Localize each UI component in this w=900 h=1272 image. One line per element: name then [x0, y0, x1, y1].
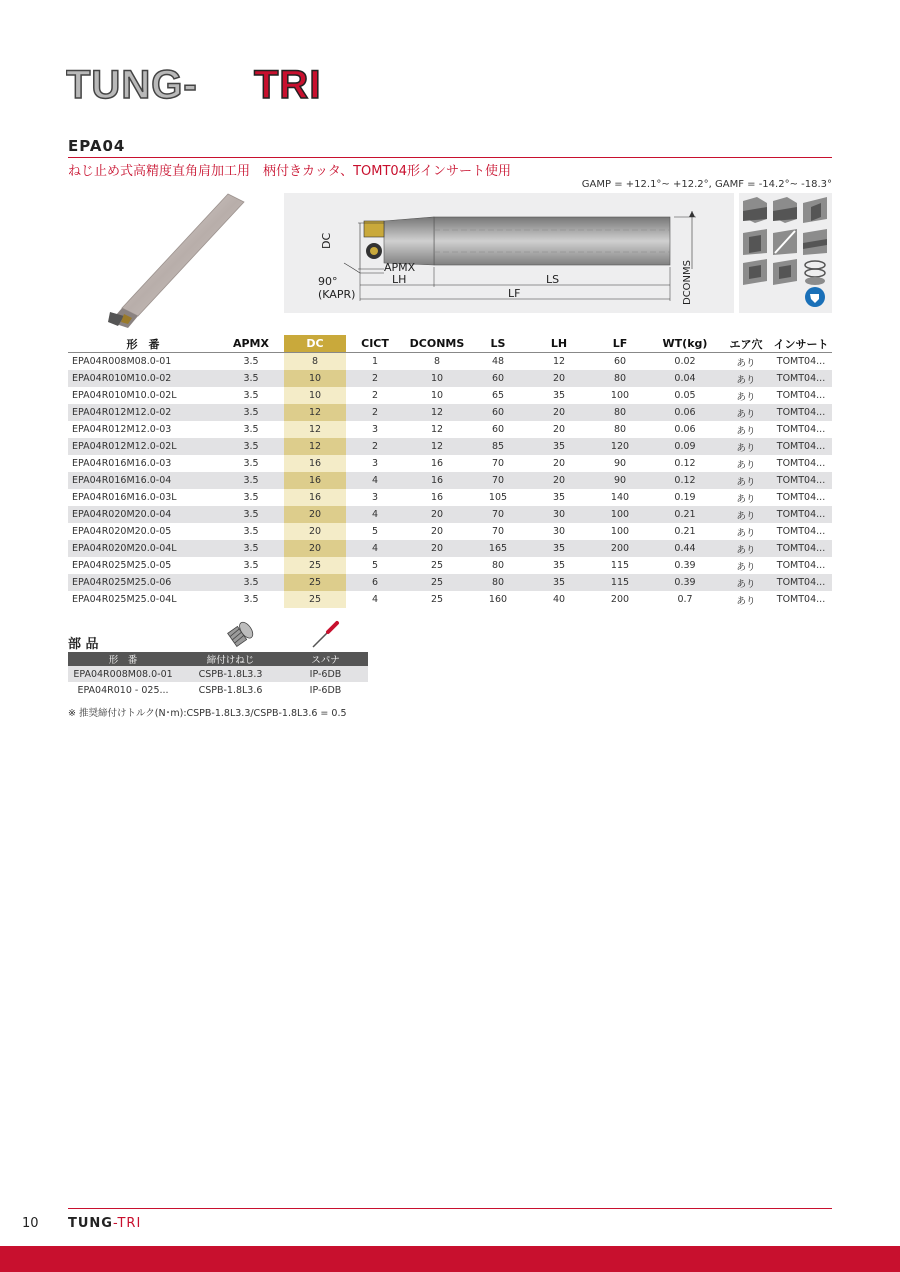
table-row [68, 421, 832, 438]
table-cell: 165 [470, 540, 526, 557]
table-cell: 85 [470, 438, 526, 455]
table-cell: 35 [526, 574, 592, 591]
table-cell: 200 [610, 594, 630, 605]
table-cell: 60 [491, 424, 505, 435]
table-cell: 100 [610, 390, 630, 401]
table-cell: 0.06 [648, 404, 722, 421]
header-insert: インサート [773, 337, 829, 351]
parts-cell: EPA04R008M08.0-01 [68, 666, 178, 682]
table-cell: 20 [284, 540, 346, 557]
table-cell: 25 [284, 574, 346, 591]
table-row [68, 591, 832, 608]
radius-slotting-icon [743, 229, 767, 255]
table-cell: 70 [491, 458, 505, 469]
footer-divider [68, 1208, 832, 1209]
logo-text-left: TUNG- [66, 63, 198, 106]
table-row [68, 353, 832, 371]
parts-header-row [68, 652, 368, 666]
screw-icon [225, 620, 257, 650]
table-cell: 8 [433, 356, 441, 367]
label-kapr: (KAPR) [318, 288, 356, 301]
product-table [68, 335, 832, 608]
table-cell: 25 [284, 591, 346, 608]
part-number-cell: EPA04R012M12.0-02L [68, 438, 218, 455]
table-cell: TOMT04... [770, 404, 832, 421]
table-cell: 16 [430, 458, 444, 469]
label-lf: LF [508, 287, 521, 300]
table-cell: 16 [284, 455, 346, 472]
table-cell: 0.21 [648, 506, 722, 523]
table-cell: 3.5 [243, 560, 259, 571]
part-number-cell: EPA04R016M16.0-04 [68, 472, 218, 489]
table-cell: 6 [346, 574, 404, 591]
table-cell: 3.5 [243, 458, 259, 469]
header-weight: WT(kg) [662, 337, 708, 350]
parts-row [68, 666, 368, 682]
section-code: EPA04 [68, 137, 126, 155]
table-cell: 1 [371, 356, 379, 367]
table-cell: 30 [552, 526, 566, 537]
table-cell: 0.12 [674, 458, 696, 469]
table-cell: 3.5 [218, 472, 284, 489]
table-cell: 25 [404, 574, 470, 591]
table-cell: TOMT04... [776, 492, 826, 503]
label-ls: LS [546, 273, 560, 286]
table-cell: あり [722, 574, 770, 591]
label-dc: DC [320, 232, 333, 249]
table-cell: 100 [592, 506, 648, 523]
table-cell: 3 [371, 424, 379, 435]
table-cell: TOMT04... [776, 594, 826, 605]
table-cell: 105 [488, 492, 508, 503]
table-cell: あり [722, 404, 770, 421]
table-cell: 25 [430, 560, 444, 571]
table-cell: 35 [552, 492, 566, 503]
table-cell: あり [722, 472, 770, 489]
table-row [68, 455, 832, 472]
wrench-icon [310, 620, 340, 650]
table-cell: 80 [470, 574, 526, 591]
table-cell: 12 [404, 404, 470, 421]
parts-cell: CSPB-1.8L3.3 [178, 666, 283, 682]
table-cell: 60 [470, 370, 526, 387]
table-row [68, 557, 832, 574]
table-cell: 20 [284, 506, 346, 523]
table-cell: 2 [346, 438, 404, 455]
shoulder-milling-icon [743, 197, 767, 223]
parts-header-screw: 締付けねじ [178, 652, 283, 666]
table-cell: 16 [284, 489, 346, 506]
footer-brand-b: -TRI [112, 1216, 142, 1231]
table-cell: TOMT04... [776, 356, 826, 367]
table-row [68, 438, 832, 455]
table-cell: 2 [346, 404, 404, 421]
application-icons [739, 193, 832, 313]
table-cell: 12 [404, 438, 470, 455]
table-cell: 160 [488, 594, 508, 605]
table-cell: 80 [592, 404, 648, 421]
parts-header-wrench: スパナ [283, 652, 368, 666]
parts-cell: EPA04R010 - 025... [77, 684, 169, 696]
table-cell: 140 [610, 492, 630, 503]
table-cell: 80 [613, 424, 627, 435]
table-body [68, 353, 832, 609]
table-cell: あり [736, 527, 756, 539]
table-cell: 70 [470, 472, 526, 489]
table-row [68, 506, 832, 523]
table-cell: 48 [491, 356, 505, 367]
table-row [68, 523, 832, 540]
table-cell: 12 [284, 404, 346, 421]
table-cell: 12 [552, 356, 566, 367]
table-cell: TOMT04... [776, 458, 826, 469]
table-row [68, 472, 832, 489]
table-cell: 0.39 [674, 560, 696, 571]
part-number-cell: EPA04R020M20.0-05 [72, 526, 172, 537]
table-cell: 16 [430, 492, 444, 503]
table-cell: 35 [526, 540, 592, 557]
table-cell: TOMT04... [776, 560, 826, 571]
part-number-cell: EPA04R010M10.0-02 [68, 370, 218, 387]
table-cell: TOMT04... [776, 390, 826, 401]
rake-angles: GAMP = +12.1°~ +12.2°, GAMF = -14.2°~ -18.3° [581, 179, 832, 190]
table-cell: 60 [470, 404, 526, 421]
table-cell: 20 [404, 540, 470, 557]
table-cell: 30 [526, 506, 592, 523]
part-number-cell: EPA04R008M08.0-01 [72, 356, 172, 367]
table-cell: あり [722, 438, 770, 455]
page-number: 10 [22, 1216, 39, 1231]
table-cell: 10 [284, 370, 346, 387]
part-number-cell: EPA04R016M16.0-03L [72, 492, 177, 503]
tool-dimension-diagram [284, 193, 734, 313]
table-cell: 100 [610, 526, 630, 537]
table-cell: 16 [284, 472, 346, 489]
table-cell: TOMT04... [770, 370, 832, 387]
table-row [68, 489, 832, 506]
pocketing-icon [743, 259, 767, 285]
table-cell: あり [736, 493, 756, 505]
table-cell: あり [736, 459, 756, 471]
table-cell: 0.19 [674, 492, 696, 503]
table-cell: 0.12 [648, 472, 722, 489]
table-cell: 2 [371, 390, 379, 401]
table-cell: 0.05 [674, 390, 696, 401]
table-cell: あり [722, 370, 770, 387]
table-row [68, 574, 832, 591]
label-angle: 90° [318, 275, 338, 288]
table-row [68, 370, 832, 387]
footer-brand-a: TUNG [68, 1216, 113, 1231]
ramping-icon [773, 229, 797, 255]
table-cell: 60 [613, 356, 627, 367]
table-cell: 3 [371, 458, 379, 469]
part-number-cell: EPA04R012M12.0-02 [68, 404, 218, 421]
table-cell: 8 [284, 353, 346, 371]
table-cell: 25 [430, 594, 444, 605]
label-lh: LH [392, 273, 407, 286]
table-cell: 40 [552, 594, 566, 605]
table-cell: 0.09 [648, 438, 722, 455]
table-cell: 20 [526, 472, 592, 489]
table-cell: 80 [592, 370, 648, 387]
table-cell: 3.5 [218, 438, 284, 455]
part-number-cell: EPA04R025M25.0-05 [72, 560, 172, 571]
table-cell: 3.5 [243, 390, 259, 401]
logo-text-right: TRI [254, 63, 322, 106]
table-cell: 5 [371, 526, 379, 537]
table-cell: 0.39 [648, 574, 722, 591]
table-cell: TOMT04... [770, 540, 832, 557]
coolant-icon [805, 287, 825, 307]
table-cell: 20 [430, 526, 444, 537]
table-cell: 12 [284, 421, 346, 438]
table-cell: TOMT04... [770, 438, 832, 455]
table-cell: TOMT04... [770, 506, 832, 523]
slotting-icon [803, 197, 827, 223]
table-cell: 35 [526, 438, 592, 455]
table-cell: 65 [491, 390, 505, 401]
parts-cell: CSPB-1.8L3.6 [198, 684, 263, 696]
parts-cell: IP-6DB [309, 684, 342, 696]
table-cell: 3.5 [218, 540, 284, 557]
table-cell: あり [722, 506, 770, 523]
part-number-cell: EPA04R020M20.0-04 [68, 506, 218, 523]
tool-photo [88, 188, 258, 338]
header-ls: LS [490, 337, 506, 350]
table-cell: 16 [404, 472, 470, 489]
parts-cell: IP-6DB [283, 666, 368, 682]
table-cell: あり [736, 425, 756, 437]
table-cell: 0.06 [674, 424, 696, 435]
table-cell: 20 [552, 424, 566, 435]
table-cell: 3.5 [218, 404, 284, 421]
footer-brand [68, 1216, 141, 1231]
table-cell: 90 [613, 458, 627, 469]
footer-band [0, 1246, 900, 1272]
table-cell: 3.5 [243, 424, 259, 435]
table-cell: 120 [592, 438, 648, 455]
label-apmx: APMX [384, 261, 416, 274]
header-dconms: DCONMS [409, 337, 465, 350]
table-cell: 20 [526, 370, 592, 387]
table-cell: 20 [552, 458, 566, 469]
table-cell: 0.7 [677, 594, 693, 605]
header-cict: CICT [361, 337, 389, 350]
shoulder-radius-icon [773, 197, 797, 223]
tungtri-logo [66, 62, 346, 106]
table-cell: あり [722, 540, 770, 557]
table-cell: あり [736, 595, 756, 607]
table-cell: 3.5 [218, 370, 284, 387]
table-cell: 90 [592, 472, 648, 489]
table-cell: 3 [371, 492, 379, 503]
part-number-cell: EPA04R020M20.0-04L [68, 540, 218, 557]
table-cell: 10 [430, 390, 444, 401]
table-cell: あり [736, 561, 756, 573]
part-number-cell: EPA04R016M16.0-03 [72, 458, 172, 469]
part-number-cell: EPA04R025M25.0-04L [72, 594, 177, 605]
table-cell: 35 [552, 390, 566, 401]
table-row [68, 387, 832, 404]
face-milling-icon [803, 229, 827, 255]
table-cell: 115 [592, 574, 648, 591]
table-cell: 3.5 [218, 574, 284, 591]
table-cell: 4 [346, 506, 404, 523]
table-cell: TOMT04... [770, 472, 832, 489]
table-cell: 35 [552, 560, 566, 571]
header-lf: LF [612, 337, 628, 350]
table-cell: 4 [371, 594, 379, 605]
table-row [68, 540, 832, 557]
table-cell: 3.5 [243, 356, 259, 367]
torque-note: ※ 推奨締付けトルク(N･m):CSPB-1.8L3.3/CSPB-1.8L3.6 = 0.5 [68, 708, 347, 719]
table-cell: 0.04 [648, 370, 722, 387]
label-dconms: DCONMS [682, 259, 693, 305]
table-cell: 4 [346, 472, 404, 489]
parts-row [68, 682, 368, 698]
table-cell: 4 [346, 540, 404, 557]
table-cell: 3.5 [243, 594, 259, 605]
header-dc: DC [284, 335, 346, 353]
table-cell: 3.5 [243, 526, 259, 537]
table-cell: 5 [371, 560, 379, 571]
table-cell: 2 [346, 370, 404, 387]
table-cell: 70 [470, 506, 526, 523]
section-subtitle: ねじ止め式高精度直角肩加工用 柄付きカッタ、TOMT04形インサート使用 [68, 164, 511, 179]
table-cell: TOMT04... [776, 526, 826, 537]
header-lh: LH [550, 337, 568, 350]
table-cell: あり [736, 391, 756, 403]
helical-icon [805, 261, 825, 285]
part-number-cell: EPA04R012M12.0-03 [72, 424, 172, 435]
table-cell: 200 [592, 540, 648, 557]
table-cell: 3.5 [218, 506, 284, 523]
table-cell: TOMT04... [776, 424, 826, 435]
table-cell: 20 [284, 523, 346, 540]
table-cell: 20 [404, 506, 470, 523]
header-part-number: 形 番 [126, 337, 160, 351]
table-cell: 0.02 [674, 356, 696, 367]
table-cell: 3.5 [243, 492, 259, 503]
table-cell: 20 [526, 404, 592, 421]
table-cell: 12 [284, 438, 346, 455]
dimension-drawing [284, 193, 734, 313]
table-cell: 10 [404, 370, 470, 387]
header-apmx: APMX [232, 337, 269, 350]
parts-table [68, 652, 368, 698]
table-cell: あり [736, 357, 756, 369]
parts-header-part-number: 形 番 [68, 652, 178, 666]
part-number-cell: EPA04R025M25.0-06 [68, 574, 218, 591]
parts-title: 部 品 [68, 637, 99, 652]
step-icon [773, 259, 797, 285]
table-cell: 25 [284, 557, 346, 574]
table-cell: 115 [610, 560, 630, 571]
table-cell: 0.44 [648, 540, 722, 557]
table-cell: 70 [491, 526, 505, 537]
table-cell: 10 [284, 387, 346, 404]
table-cell: 80 [491, 560, 505, 571]
section-divider [68, 157, 832, 158]
header-air-hole: エア穴 [729, 337, 763, 351]
part-number-cell: EPA04R010M10.0-02L [72, 390, 177, 401]
table-cell: TOMT04... [770, 574, 832, 591]
table-row [68, 404, 832, 421]
table-cell: 12 [430, 424, 444, 435]
table-cell: 0.21 [674, 526, 696, 537]
table-header-row [68, 335, 832, 353]
